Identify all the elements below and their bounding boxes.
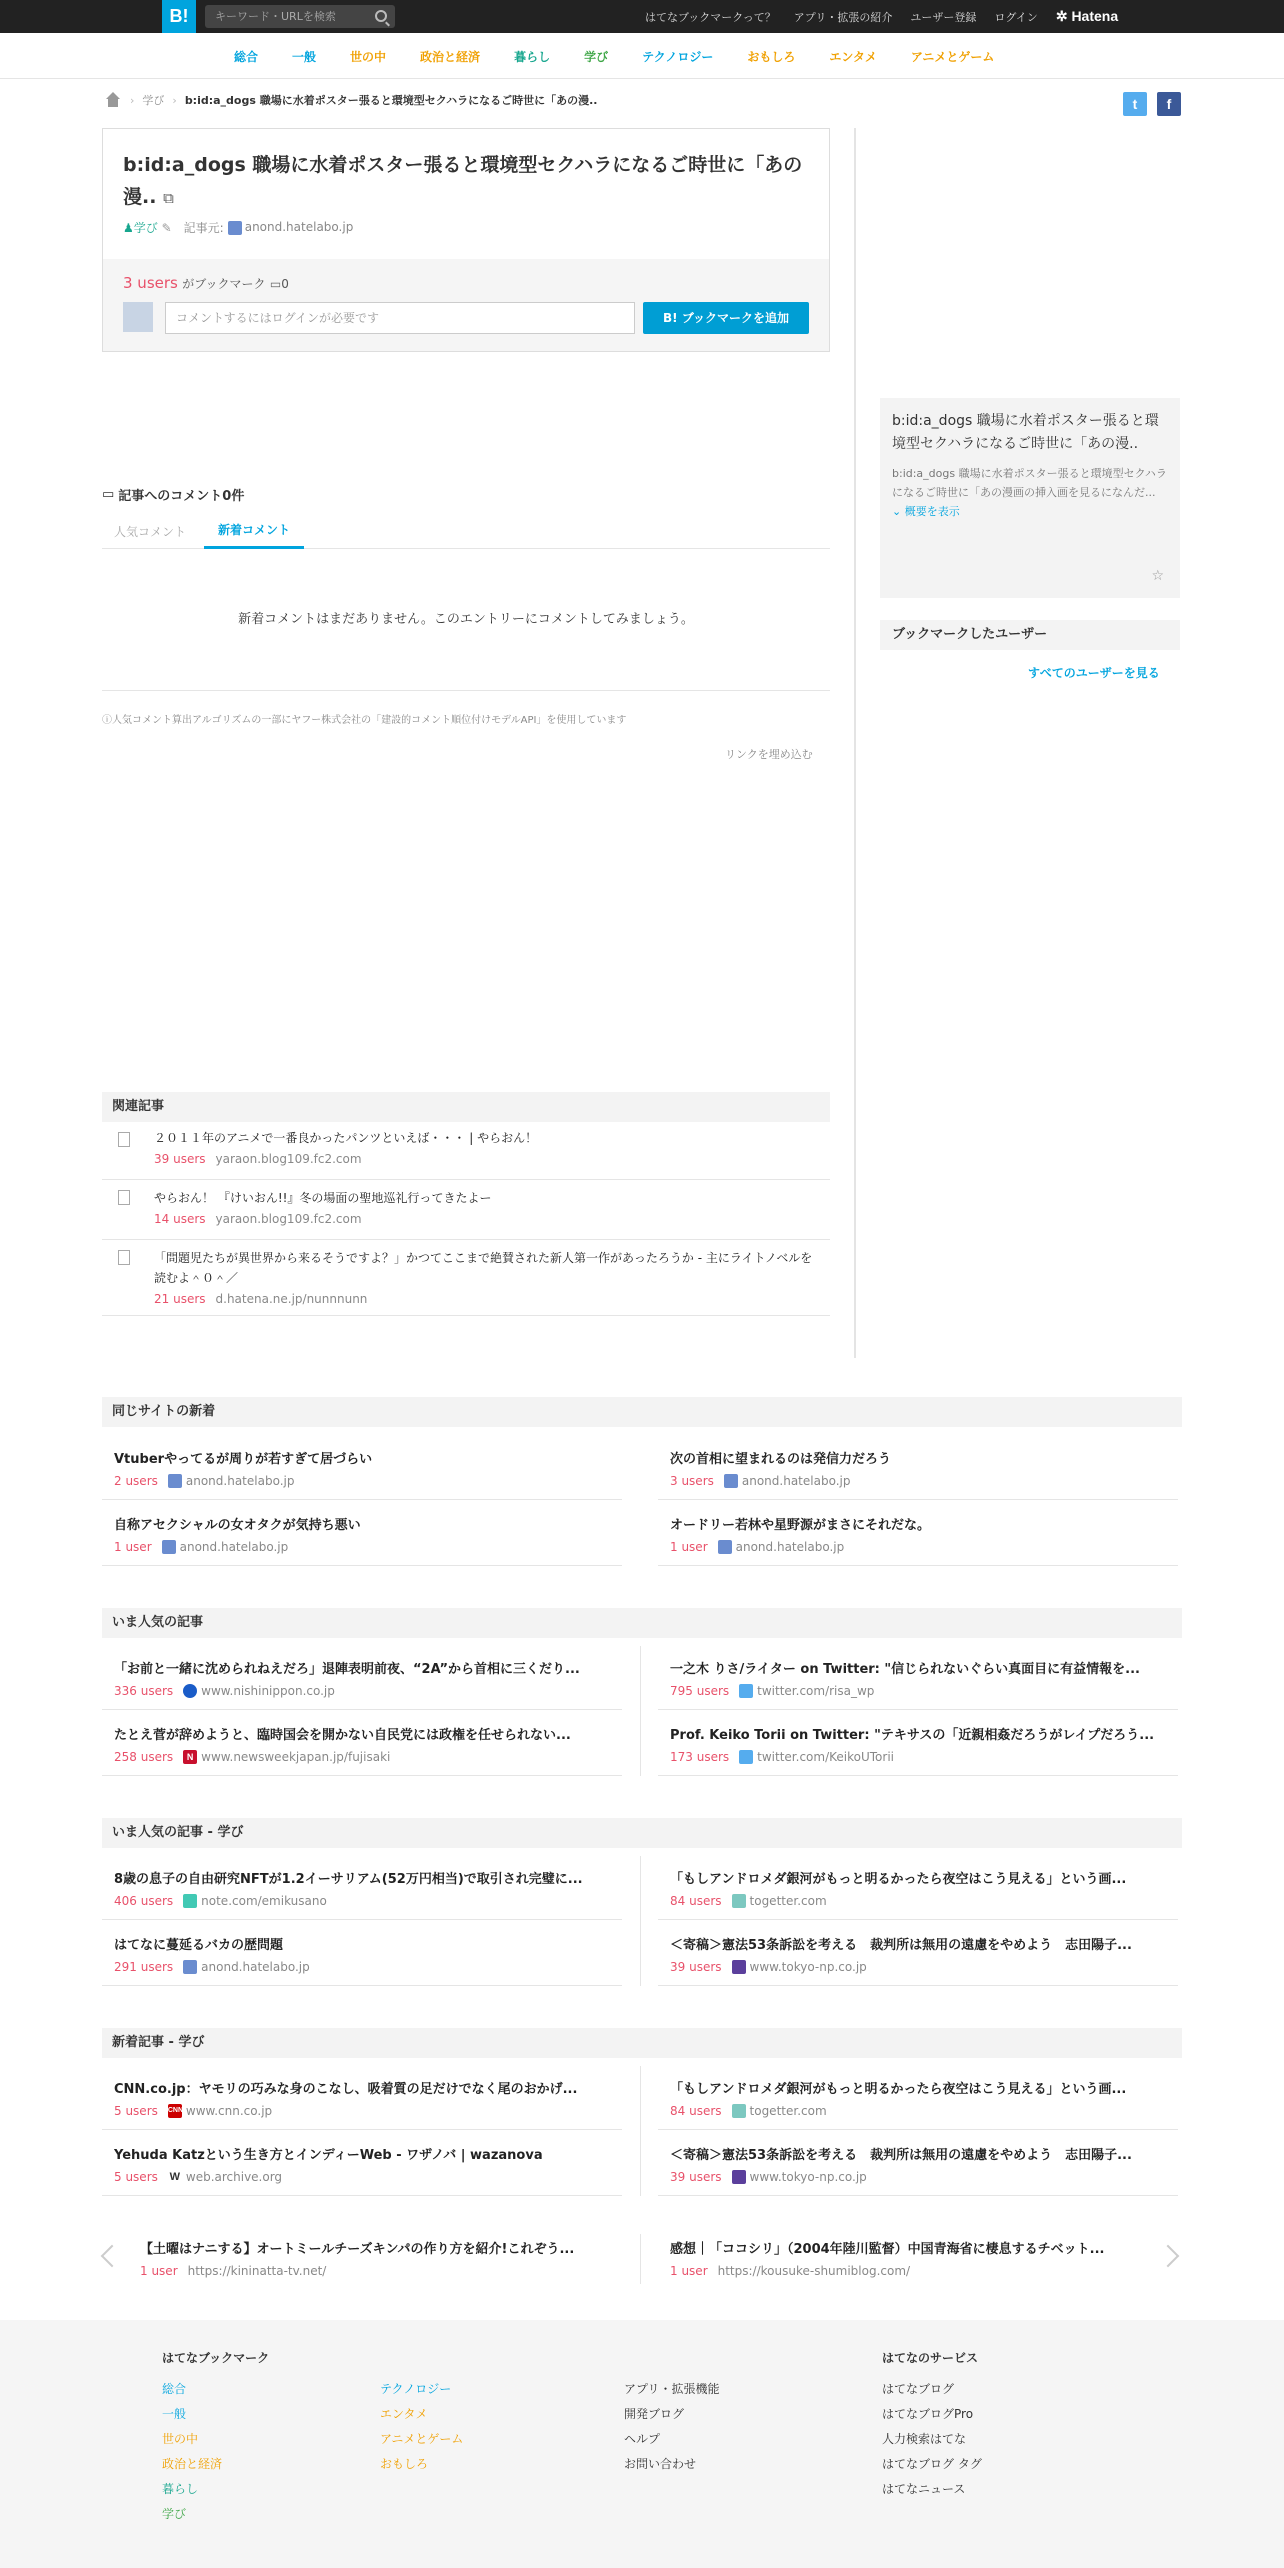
twitter-share-icon[interactable]: t [1123,92,1147,116]
popular-item[interactable]: Prof. Keiko Torii on Twitter: "テキサスの「近親相姦だろうがレイプだろう... 173 users twitter.com/KeikoUTorii [658,1712,1178,1776]
chevron-right-icon: › [172,93,177,107]
entry-meta [123,219,353,236]
category-link-entertainment[interactable]: エンタメ [829,49,877,64]
related-item[interactable]: やらおん！ 『けいおん!!』冬の場面の聖地巡礼行ってきたよー 14 users yaraon.blog109.fc2.com [102,1180,830,1240]
top-bar [0,0,1284,33]
entry-box [102,128,830,352]
site-favicon-icon [168,1474,182,1488]
search-placeholder: キーワード・URLを検索 [215,10,336,23]
footer-link[interactable]: はてなブログPro [882,2407,974,2421]
star-icon[interactable]: ☆ [1151,568,1164,584]
footer-link[interactable]: 人力検索はてな [882,2432,967,2446]
footer-link[interactable]: 政治と経済 [162,2457,223,2471]
users-count[interactable]: 3 users [123,274,178,292]
tab-new-comments[interactable]: 新着コメント [204,515,304,549]
footer-col-bookmark [162,2346,269,2527]
comment-count: 0 [281,277,289,291]
popular-manabi-heading: いま人気の記事 - 学び [102,1818,1182,1848]
document-icon [118,1132,130,1147]
bookmark-users-heading: ブックマークしたユーザー [880,620,1180,650]
related-heading: 関連記事 [102,1092,830,1122]
category-link-life[interactable]: 暮らし [514,49,551,64]
category-link-it[interactable]: テクノロジー [642,49,714,64]
same-site-heading: 同じサイトの新着 [102,1397,1182,1427]
entry-title[interactable]: b:id:a_dogs 職場に水着ポスター張ると環境型セクハラになるご時世に「あの漫.. ⧉ [123,154,803,208]
pencil-icon[interactable]: ✎ [161,221,172,235]
person-icon: ♟ [123,221,134,235]
all-users-link[interactable]: すべてのユーザーを見る [1028,666,1160,680]
breadcrumb-current: b:id:a_dogs 職場に水着ポスター張ると環境型セクハラになるご時世に「あの漫.. [184,94,598,107]
source-label: 記事元: [183,221,224,235]
footer-link[interactable]: はてなニュース [882,2482,966,2496]
site-favicon-icon: N [183,1750,197,1764]
footer-link[interactable]: テクノロジー [380,2382,452,2396]
new-manabi-item[interactable]: CNN.co.jp：ヤモリの巧みな身のこなし、吸着質の足だけでなく尾のおかげ... 5 users CNN www.cnn.co.jp [102,2066,622,2130]
bookmark-b-icon: B! [663,311,682,325]
footer-link[interactable]: 総合 [162,2382,187,2396]
breadcrumb-category[interactable]: 学び [142,94,165,107]
new-manabi-item[interactable]: ＜寄稿＞憲法53条訴訟を考える 裁判所は無用の遠慮をやめよう 志田陽子... 39 users www.tokyo-np.co.jp [658,2132,1178,2196]
footer-link[interactable]: 一般 [162,2407,187,2421]
category-link-fun[interactable]: おもしろ [747,49,796,64]
entry-summary-card [880,398,1180,598]
entry-category[interactable]: ♟学び ✎ [123,221,172,235]
breadcrumb [104,92,597,108]
about-link[interactable]: はてなブックマークって？ [645,10,776,24]
category-link-sougou[interactable]: 総合 [234,49,259,64]
add-bookmark-button[interactable]: B! ブックマークを追加 [643,302,809,334]
new-manabi-heading: 新着記事 - 学び [102,2028,1182,2058]
comments-heading: ▭ 記事へのコメント0件 [102,487,245,504]
home-icon[interactable] [104,92,122,108]
site-favicon-icon [732,2170,746,2184]
hatena-logo-icon: ✲ [1055,8,1072,24]
top-nav [645,0,1118,33]
footer-link[interactable]: はてなブログ [882,2382,955,2396]
twitter-icon [739,1684,753,1698]
category-link-game[interactable]: アニメとゲーム [910,49,995,64]
column-divider [854,128,856,1358]
search-icon[interactable] [375,10,387,22]
chevron-right-icon: › [130,93,135,107]
related-item[interactable]: 「問題児たちが異世界から来るそうですよ？」かつてここまで絶賛された新人第一作があったろうか - 主にライトノベルを読むよ＾０＾／ 21 users d.hatena.ne.jp/nunnnunn [102,1240,830,1316]
footer-col-bookmark-2 [380,2377,463,2477]
chevron-down-icon: ⌄ [892,505,905,518]
divider [640,1646,641,1776]
facebook-share-icon[interactable]: f [1157,92,1181,116]
new-manabi-item[interactable]: Yehuda Katzという生き方とインディーWeb - ワザノバ | wazanova 5 users W web.archive.org [102,2132,622,2196]
same-site-item[interactable]: 次の首相に望まれるのは発信力だろう 3 users anond.hatelabo.jp [658,1436,1178,1500]
comment-icon: ▭ [269,277,282,291]
hatena-brand-link[interactable]: ✲ Hatena [1055,8,1119,24]
footer-link[interactable]: 世の中 [162,2432,199,2446]
footer-link[interactable]: 暮らし [162,2482,199,2496]
related-item[interactable]: ２０１１年のアニメで一番良かったパンツといえば・・・ | やらおん！ 39 users yaraon.blog109.fc2.com [102,1122,830,1180]
popular-manabi-item[interactable]: 8歳の息子の自由研究NFTが1.2イーサリアム(52万円相当)で取引され完璧に... 406 users note.com/emikusano [102,1856,622,1920]
divider [102,690,830,691]
apps-link[interactable]: アプリ・拡張の紹介 [793,10,893,24]
tab-popular-comments[interactable]: 人気コメント [114,525,187,539]
show-summary-link[interactable]: ⌄ 概要を表示 [892,505,960,518]
site-favicon-icon [183,1684,197,1698]
footer-link[interactable]: 学び [162,2507,187,2521]
divider [640,2234,641,2284]
new-manabi-item[interactable]: 「もしアンドロメダ銀河がもっと明るかったら夜空はこう見える」という画... 84 users togetter.com [658,2066,1178,2130]
comment-tabs [102,515,830,549]
footer-link[interactable]: おもしろ [380,2457,429,2471]
footer-link[interactable]: ヘルプ [624,2432,661,2446]
footer-link[interactable]: アニメとゲーム [380,2432,464,2446]
register-link[interactable]: ユーザー登録 [910,10,977,24]
no-comments-message: 新着コメントはまだありません。このエントリーにコメントしてみましょう。 [238,612,694,627]
category-link-ippan[interactable]: 一般 [292,49,317,64]
footer-link[interactable]: はてなブログ タグ [882,2457,982,2471]
wikipedia-w-icon: W [169,2171,181,2183]
login-link[interactable]: ログイン [994,10,1038,24]
users-label: がブックマーク [182,277,266,291]
same-site-item[interactable]: Vtuberやってるが周りが若すぎて居づらい 2 users anond.hatelabo.jp [102,1436,622,1500]
footer-heading: はてなのサービス [882,2351,979,2365]
footer-link[interactable]: エンタメ [380,2407,428,2421]
popular-item[interactable]: 一之木 りさ/ライター on Twitter: "信じられないぐらい真面目に有益情報を... 795 users twitter.com/risa_wp [658,1646,1178,1710]
embed-link[interactable]: リンクを埋め込む [725,748,813,761]
category-nav [0,33,1284,79]
comment-input[interactable]: コメントするにはログインが必要です [165,302,635,334]
twitter-icon [739,1750,753,1764]
carousel-item[interactable]: 【土曜はナニする】オートミールチーズキンパの作り方を紹介!これぞう... 1 user https://kininatta-tv.net/ [140,2242,575,2278]
footer-link[interactable]: 開発ブログ [624,2407,685,2421]
footer [0,2320,1284,2568]
category-link-knowledge[interactable]: 学び [584,49,609,64]
site-favicon-icon [718,1540,732,1554]
popular-item[interactable]: 「お前と一緒に沈められねえだろ」退陣表明前夜、“2A”から首相に三くだり... 336 users www.nishinippon.co.jp [102,1646,622,1710]
footer-heading: はてなブックマーク [162,2351,270,2365]
popular-heading: いま人気の記事 [102,1608,1182,1638]
same-site-item[interactable]: オードリー若林や星野源がまさにそれだな。 1 user anond.hatelabo.jp [658,1502,1178,1566]
site-favicon-icon [724,1474,738,1488]
same-site-item[interactable]: 自称アセクシャルの女オタクが気持ち悪い 1 user anond.hatelabo.jp [102,1502,622,1566]
category-link-economics[interactable]: 政治と経済 [420,49,481,64]
hatena-bookmark-logo[interactable]: B! [162,0,196,33]
cnn-icon: CNN [168,2104,182,2118]
algorithm-note: ⓘ人気コメント算出アルゴリズムの一部にヤフー株式会社の「建設的コメント順位付けモデルAPI」を使用しています [102,715,627,726]
site-favicon-icon [228,221,242,235]
external-link-icon[interactable]: ⧉ [163,189,174,207]
entry-source[interactable]: anond.hatelabo.jp [228,220,354,235]
popular-item[interactable]: たとえ菅が辞めようと、臨時国会を開かない自民党には政権を任せられない... 258 users N www.newsweekjapan.jp/fujisaki [102,1712,622,1776]
divider [640,1856,641,1986]
carousel-next-icon[interactable] [1157,2245,1180,2268]
divider [640,2066,641,2196]
document-icon [118,1190,130,1205]
site-favicon-icon [162,1540,176,1554]
summary-title[interactable]: b:id:a_dogs 職場に水着ポスター張ると環境型セクハラになるご時世に「あの漫.. [892,413,1159,452]
footer-link[interactable]: アプリ・拡張機能 [624,2382,720,2396]
footer-col-apps [624,2377,720,2477]
site-favicon-icon [183,1894,197,1908]
site-favicon-icon [732,1960,746,1974]
footer-link[interactable]: お問い合わせ [624,2457,697,2471]
site-favicon-icon [732,1894,746,1908]
carousel-item[interactable]: 感想｜「ココシリ」（2004年陸川監督）中国青海省に棲息するチベット... 1 user https://kousuke-shumiblog.com/ [670,2242,1105,2278]
popular-manabi-item[interactable]: 「もしアンドロメダ銀河がもっと明るかったら夜空はこう見える」という画... 84 users togetter.com [658,1856,1178,1920]
bookmark-users [123,274,289,292]
entry-footer [103,259,829,351]
carousel-prev-icon[interactable] [101,2245,124,2268]
category-link-yononaka[interactable]: 世の中 [350,49,387,64]
search-input[interactable] [205,5,395,28]
document-icon [118,1250,130,1265]
popular-manabi-item[interactable]: ＜寄稿＞憲法53条訴訟を考える 裁判所は無用の遠慮をやめよう 志田陽子... 39 users www.tokyo-np.co.jp [658,1922,1178,1986]
popular-manabi-item[interactable]: はてなに蔓延るバカの歴問題 291 users anond.hatelabo.jp [102,1922,622,1986]
avatar [123,302,153,332]
site-favicon-icon [183,1960,197,1974]
footer-col-services [882,2346,982,2502]
summary-description: b:id:a_dogs 職場に水着ポスター張ると環境型セクハラになるご時世に「あの漫画の挿入画を見るになんだ... ⌄ 概要を表示 [892,467,1167,518]
comment-bubble-icon: ▭ [102,487,115,502]
site-favicon-icon [732,2104,746,2118]
